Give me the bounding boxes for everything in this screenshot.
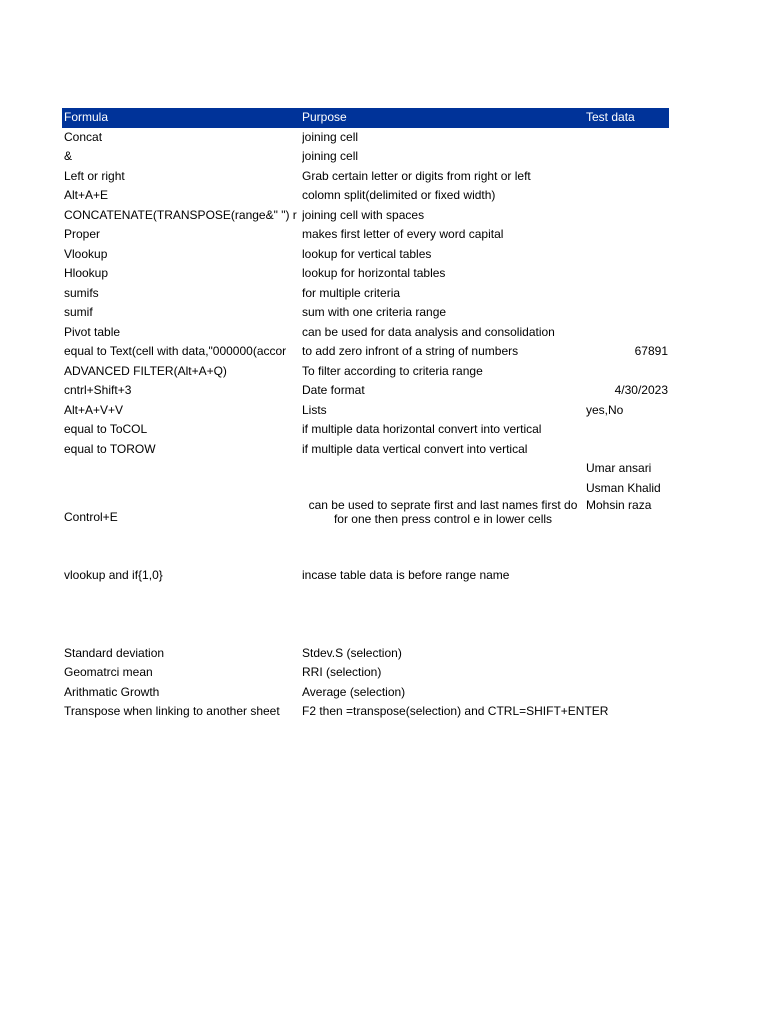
table-row [62, 401, 669, 421]
table-row [62, 342, 669, 362]
purpose-cell[interactable]: To filter according to criteria range [302, 363, 483, 378]
purpose-cell[interactable]: RRI (selection) [302, 665, 382, 679]
test-data-cell[interactable] [586, 323, 668, 343]
purpose-cell[interactable]: Date format [302, 383, 365, 397]
table-row [62, 683, 669, 703]
table-row [62, 128, 669, 148]
test-data-cell[interactable] [586, 420, 668, 440]
header-formula[interactable]: Formula [64, 110, 109, 124]
test-data-cell[interactable] [586, 206, 668, 226]
purpose-cell[interactable]: joining cell [302, 129, 359, 144]
table-row [62, 167, 669, 187]
table-row [62, 147, 669, 167]
purpose-cell[interactable]: Stdev.S (selection) [302, 645, 402, 660]
formula-cell[interactable]: CONCATENATE(TRANSPOSE(range&" ") r [64, 207, 297, 222]
test-data-cell[interactable] [586, 362, 668, 382]
test-data-cell[interactable] [586, 303, 668, 323]
empty-row [62, 586, 669, 644]
test-data-cell[interactable]: 4/30/2023 [614, 383, 668, 397]
purpose-cell[interactable]: Average (selection) [302, 684, 406, 699]
header-test-data[interactable]: Test data [586, 110, 635, 124]
formula-cell[interactable]: ADVANCED FILTER(Alt+A+Q) [64, 363, 227, 378]
formula-cell[interactable]: vlookup and if{1,0} [64, 568, 163, 582]
name-cell[interactable]: Usman Khalid [586, 480, 661, 495]
test-data-cell[interactable]: 67891 [634, 344, 668, 358]
purpose-cell[interactable]: Grab certain letter or digits from right or left [302, 168, 531, 183]
purpose-cell[interactable]: sum with one criteria range [302, 305, 447, 319]
header-row [62, 108, 669, 128]
purpose-cell[interactable]: lookup for horizontal tables [302, 266, 446, 280]
table-row [62, 459, 669, 479]
formula-cell[interactable]: sumifs [64, 285, 99, 300]
name-cell[interactable]: Umar ansari [586, 461, 652, 475]
purpose-cell[interactable]: can be used to seprate first and last names first do for one then press control e in lower cells [308, 498, 578, 526]
formula-cell[interactable]: Transpose when linking to another sheet [64, 704, 280, 718]
purpose-cell[interactable]: joining cell [302, 149, 359, 163]
header-purpose[interactable]: Purpose [302, 110, 347, 124]
test-data-cell[interactable] [586, 186, 668, 206]
formula-cell[interactable]: Control+E [64, 510, 118, 524]
formula-cell[interactable]: Pivot table [64, 324, 121, 339]
table-row [62, 323, 669, 343]
table-row [62, 420, 669, 440]
formula-cell[interactable]: Arithmatic Growth [64, 684, 160, 699]
table-row [62, 663, 669, 683]
formula-cell[interactable]: Alt+A+E [64, 188, 109, 202]
purpose-cell[interactable]: to add zero infront of a string of numbers [302, 344, 519, 358]
formula-cell[interactable]: sumif [64, 305, 93, 319]
purpose-cell[interactable]: if multiple data vertical convert into vertical [302, 441, 528, 456]
purpose-cell[interactable]: Lists [302, 402, 327, 417]
test-data-cell[interactable] [586, 284, 668, 304]
formula-cell[interactable]: Hlookup [64, 266, 109, 280]
table-row [62, 362, 669, 382]
test-data-cell[interactable] [586, 440, 668, 460]
table-row [62, 303, 669, 323]
test-data-cell[interactable] [586, 167, 668, 187]
purpose-cell[interactable]: makes first letter of every word capital [302, 227, 504, 241]
table-row [62, 498, 669, 528]
formula-cell[interactable]: & [64, 149, 73, 163]
purpose-cell[interactable]: F2 then =transpose(selection) and CTRL=SHIFT+ENTER [302, 704, 609, 718]
name-cell[interactable]: Mohsin raza [586, 498, 652, 512]
formula-cell[interactable]: Standard deviation [64, 645, 165, 660]
formula-cell[interactable]: equal to Text(cell with data,"000000(accor [64, 344, 287, 358]
empty-row [62, 528, 669, 566]
table-row [62, 381, 669, 401]
formula-cell[interactable]: Concat [64, 129, 103, 144]
formula-cell[interactable]: equal to TOROW [64, 441, 156, 456]
purpose-cell[interactable]: if multiple data horizontal convert into vertical [302, 422, 542, 436]
purpose-cell[interactable]: incase table data is before range name [302, 568, 510, 582]
purpose-cell[interactable]: colomn split(delimited or fixed width) [302, 188, 496, 202]
test-data-cell[interactable] [586, 147, 668, 167]
table-row [62, 440, 669, 460]
spreadsheet [62, 108, 669, 722]
formula-cell[interactable]: Proper [64, 227, 101, 241]
table-row [62, 186, 669, 206]
purpose-cell[interactable]: joining cell with spaces [302, 207, 425, 222]
formula-cell[interactable]: equal to ToCOL [64, 422, 148, 436]
test-data-cell[interactable] [586, 128, 668, 148]
table-row [62, 644, 669, 664]
purpose-cell[interactable]: can be used for data analysis and consolidation [302, 324, 555, 339]
table-row [62, 264, 669, 284]
table-row [62, 284, 669, 304]
formula-cell[interactable]: Vlookup [64, 246, 108, 261]
test-data-cell[interactable]: yes,No [586, 402, 624, 417]
formula-cell[interactable]: Geomatrci mean [64, 665, 153, 679]
formula-cell[interactable]: cntrl+Shift+3 [64, 383, 132, 397]
purpose-cell[interactable]: for multiple criteria [302, 285, 401, 300]
table-row [62, 206, 669, 226]
table-row [62, 566, 669, 586]
formula-cell[interactable]: Alt+A+V+V [64, 402, 124, 417]
table-row [62, 479, 669, 499]
test-data-cell[interactable] [586, 225, 668, 245]
purpose-cell[interactable]: lookup for vertical tables [302, 246, 432, 261]
formula-cell[interactable]: Left or right [64, 168, 125, 183]
table-row [62, 245, 669, 265]
test-data-cell[interactable] [586, 245, 668, 265]
table-row [62, 225, 669, 245]
table-row [62, 702, 669, 722]
test-data-cell[interactable] [586, 264, 668, 284]
